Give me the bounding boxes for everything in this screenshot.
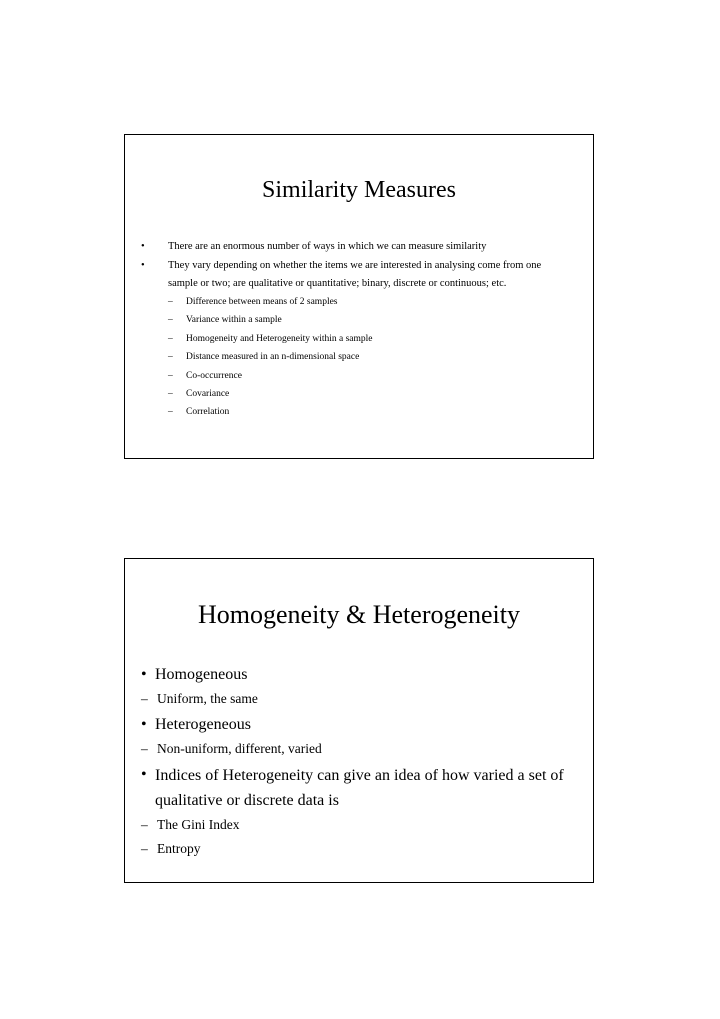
sub-item [168, 385, 571, 403]
sub-item-text: Uniform, the same [157, 691, 258, 706]
bullet-item [141, 663, 581, 687]
sub-item-text: Non-uniform, different, varied [157, 741, 322, 756]
slide-homogeneity-heterogeneity [124, 558, 594, 883]
sub-item-text: Entropy [157, 841, 201, 856]
sub-list [168, 293, 571, 422]
slide-title: Homogeneity & Heterogeneity [197, 600, 521, 629]
sub-item-text: Co-occurrence [186, 370, 242, 381]
sub-item [141, 737, 581, 761]
sub-item [141, 813, 581, 837]
bullet-list [141, 238, 571, 423]
sub-item-text: The Gini Index [157, 817, 240, 832]
sub-item-text: Homogeneity and Heterogeneity within a sample [186, 333, 373, 344]
bullet-marker: • [141, 241, 145, 252]
bullet-text: There are an enormous number of ways in which we can measure similarity [168, 241, 487, 252]
bullet-item [141, 238, 571, 256]
bullet-list [141, 663, 581, 863]
bullet-text: Heterogeneous [155, 716, 251, 733]
bullet-item [141, 713, 581, 737]
sub-item [168, 348, 571, 366]
slide-title: Similarity Measures [262, 177, 456, 203]
dash-marker: – [168, 315, 173, 326]
sub-item [141, 687, 581, 711]
sub-list [141, 813, 581, 861]
sub-item [168, 311, 571, 329]
sub-list [141, 737, 581, 761]
bullet-text: They vary depending on whether the items we are interested in analysing come from one sample or two; are qualitative or quantitative; binary, discrete or continuous; etc. [168, 260, 542, 289]
sub-item [168, 293, 571, 311]
sub-item-text: Covariance [186, 389, 230, 400]
bullet-item [141, 763, 581, 813]
dash-marker: – [168, 407, 173, 418]
dash-marker: – [141, 691, 148, 706]
bullet-text: Indices of Heterogeneity can give an idea of how varied a set of qualitative or discrete data is [155, 767, 564, 809]
bullet-marker: • [141, 766, 147, 783]
sub-item [141, 837, 581, 861]
sub-item [168, 367, 571, 385]
bullet-text: Homogeneous [155, 666, 248, 683]
dash-marker: – [168, 352, 173, 363]
dash-marker: – [168, 370, 173, 381]
bullet-marker: • [141, 666, 147, 683]
sub-item-text: Correlation [186, 407, 230, 418]
bullet-item [141, 257, 571, 422]
slide-similarity-measures [124, 134, 594, 459]
dash-marker: – [168, 297, 173, 307]
dash-marker: – [168, 333, 173, 344]
dash-marker: – [141, 841, 148, 856]
sub-item-text: Variance within a sample [186, 315, 282, 326]
bullet-marker: • [141, 260, 145, 271]
sub-item-text: Distance measured in an n-dimensional space [186, 352, 360, 363]
sub-item [168, 403, 571, 421]
dash-marker: – [141, 741, 148, 756]
sub-list [141, 687, 581, 711]
sub-item [168, 330, 571, 348]
dash-marker: – [168, 389, 173, 400]
dash-marker: – [141, 817, 148, 832]
sub-item-text: Difference between means of 2 samples [186, 297, 338, 307]
bullet-marker: • [141, 716, 147, 733]
